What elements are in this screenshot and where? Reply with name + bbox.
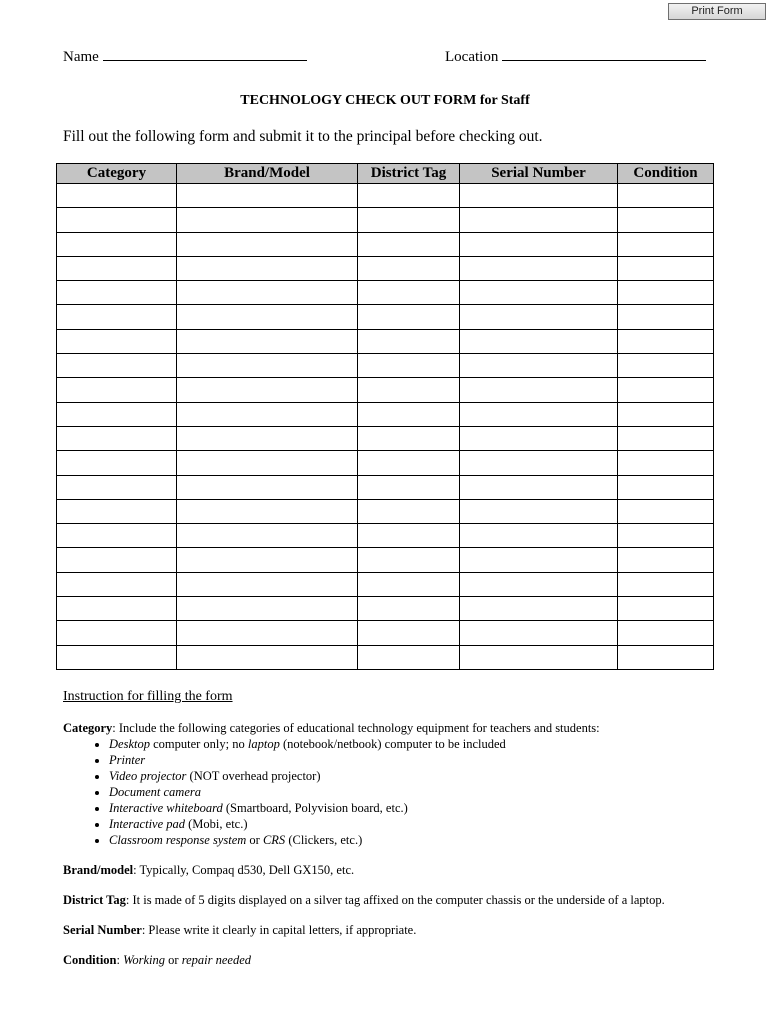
table-cell[interactable]: [177, 572, 358, 596]
table-cell[interactable]: [57, 305, 177, 329]
header-district-tag: District Tag: [358, 164, 460, 184]
table-cell[interactable]: [177, 645, 358, 669]
table-cell[interactable]: [358, 208, 460, 232]
location-input[interactable]: [502, 47, 706, 61]
table-row: [57, 402, 714, 426]
table-cell[interactable]: [460, 184, 618, 208]
table-cell[interactable]: [358, 232, 460, 256]
table-row: [57, 354, 714, 378]
location-label: Location: [445, 49, 499, 65]
table-cell[interactable]: [177, 621, 358, 645]
table-cell[interactable]: [358, 597, 460, 621]
table-cell[interactable]: [618, 305, 714, 329]
table-cell[interactable]: [177, 402, 358, 426]
table-cell[interactable]: [57, 548, 177, 572]
table-row: [57, 499, 714, 523]
intro-text: Fill out the following form and submit it to the principal before checking out.: [63, 128, 543, 145]
table-cell[interactable]: [358, 329, 460, 353]
table-cell[interactable]: [618, 232, 714, 256]
table-cell[interactable]: [460, 548, 618, 572]
table-cell[interactable]: [358, 281, 460, 305]
table-cell[interactable]: [358, 548, 460, 572]
table-cell[interactable]: [57, 402, 177, 426]
table-cell[interactable]: [460, 621, 618, 645]
table-cell[interactable]: [618, 256, 714, 280]
table-cell[interactable]: [177, 305, 358, 329]
table-cell[interactable]: [460, 305, 618, 329]
table-cell[interactable]: [57, 208, 177, 232]
table-cell[interactable]: [358, 621, 460, 645]
table-cell[interactable]: [177, 208, 358, 232]
table-row: [57, 208, 714, 232]
table-cell[interactable]: [358, 378, 460, 402]
table-cell[interactable]: [177, 548, 358, 572]
table-cell[interactable]: [358, 572, 460, 596]
list-item: • Printer: [109, 752, 743, 768]
table-cell[interactable]: [460, 572, 618, 596]
table-cell[interactable]: [177, 232, 358, 256]
table-cell[interactable]: [57, 329, 177, 353]
table-cell[interactable]: [460, 232, 618, 256]
table-cell[interactable]: [57, 426, 177, 450]
condition-instruction: Condition: Working or repair needed: [63, 953, 251, 967]
table-row: [57, 232, 714, 256]
table-cell[interactable]: [358, 184, 460, 208]
instructions: [63, 689, 743, 968]
table-cell[interactable]: [358, 354, 460, 378]
location-field: [445, 47, 706, 66]
table-cell[interactable]: [460, 499, 618, 523]
table-cell[interactable]: [460, 256, 618, 280]
list-item: • Video projector (NOT overhead projector): [109, 768, 743, 784]
table-cell[interactable]: [618, 329, 714, 353]
table-cell[interactable]: [57, 232, 177, 256]
table-cell[interactable]: [358, 426, 460, 450]
table-cell[interactable]: [358, 305, 460, 329]
district-tag-instruction: District Tag: It is made of 5 digits displayed on a silver tag affixed on the computer chassis or the underside of a laptop.: [63, 893, 665, 907]
table-row: [57, 597, 714, 621]
table-cell[interactable]: [177, 597, 358, 621]
header-serial-number: Serial Number: [460, 164, 618, 184]
table-cell[interactable]: [618, 281, 714, 305]
table-cell[interactable]: [57, 475, 177, 499]
table-cell[interactable]: [460, 451, 618, 475]
table-cell[interactable]: [460, 402, 618, 426]
table-row: [57, 475, 714, 499]
table-row: [57, 548, 714, 572]
print-form-button[interactable]: Print Form: [668, 3, 766, 20]
table-cell[interactable]: [57, 256, 177, 280]
table-cell[interactable]: [57, 378, 177, 402]
table-row: [57, 378, 714, 402]
name-input[interactable]: [103, 47, 307, 61]
table-cell[interactable]: [57, 499, 177, 523]
table-cell[interactable]: [618, 402, 714, 426]
table-cell[interactable]: [358, 499, 460, 523]
table-cell[interactable]: [177, 184, 358, 208]
table-row: [57, 451, 714, 475]
table-cell[interactable]: [460, 329, 618, 353]
table-cell[interactable]: [618, 572, 714, 596]
table-cell[interactable]: [460, 208, 618, 232]
table-cell[interactable]: [177, 354, 358, 378]
serial-number-instruction: Serial Number: Please write it clearly in capital letters, if appropriate.: [63, 923, 417, 937]
category-instruction: Category: Include the following categories of educational technology equipment for teachers and students:: [63, 721, 600, 735]
table-cell[interactable]: [177, 329, 358, 353]
table-cell[interactable]: [618, 426, 714, 450]
table-cell[interactable]: [460, 281, 618, 305]
table-row: [57, 281, 714, 305]
name-field: [63, 47, 307, 66]
table-cell[interactable]: [57, 524, 177, 548]
table-cell[interactable]: [460, 475, 618, 499]
table-cell[interactable]: [460, 378, 618, 402]
table-cell[interactable]: [57, 281, 177, 305]
table-cell[interactable]: [177, 426, 358, 450]
list-item: • Interactive whiteboard (Smartboard, Polyvision board, etc.): [109, 800, 743, 816]
table-cell[interactable]: [618, 184, 714, 208]
table-cell[interactable]: [618, 451, 714, 475]
table-cell[interactable]: [460, 354, 618, 378]
table-cell[interactable]: [618, 354, 714, 378]
table-cell[interactable]: [618, 645, 714, 669]
checkout-table: [56, 163, 714, 670]
list-item: • Interactive pad (Mobi, etc.): [109, 816, 743, 832]
table-cell[interactable]: [618, 621, 714, 645]
table-cell[interactable]: [618, 475, 714, 499]
table-header-row: [57, 164, 714, 184]
form-title: TECHNOLOGY CHECK OUT FORM for Staff: [240, 93, 530, 108]
table-cell[interactable]: [57, 184, 177, 208]
table-cell[interactable]: [57, 621, 177, 645]
list-item: • Classroom response system or CRS (Clickers, etc.): [109, 832, 743, 848]
table-row: [57, 426, 714, 450]
table-cell[interactable]: [57, 645, 177, 669]
list-item: • Desktop computer only; no laptop (notebook/netbook) computer to be included: [109, 736, 743, 752]
table-cell[interactable]: [177, 475, 358, 499]
header-brand-model: Brand/Model: [177, 164, 358, 184]
table-cell[interactable]: [460, 645, 618, 669]
table-cell[interactable]: [618, 499, 714, 523]
table-row: [57, 305, 714, 329]
table-row: [57, 572, 714, 596]
table-cell[interactable]: [618, 378, 714, 402]
table-row: [57, 621, 714, 645]
table-cell[interactable]: [358, 402, 460, 426]
table-row: [57, 329, 714, 353]
table-cell[interactable]: [177, 378, 358, 402]
table-cell[interactable]: [460, 524, 618, 548]
table-cell[interactable]: [358, 645, 460, 669]
table-cell[interactable]: [57, 597, 177, 621]
list-item: • Document camera: [109, 784, 743, 800]
table-cell[interactable]: [460, 597, 618, 621]
header-condition: Condition: [618, 164, 714, 184]
table-row: [57, 524, 714, 548]
instructions-heading: Instruction for filling the form: [63, 689, 233, 704]
table-cell[interactable]: [177, 524, 358, 548]
category-list: [63, 736, 743, 848]
table-cell[interactable]: [358, 524, 460, 548]
table-cell[interactable]: [177, 281, 358, 305]
table-cell[interactable]: [57, 354, 177, 378]
table-cell[interactable]: [177, 256, 358, 280]
table-cell[interactable]: [358, 475, 460, 499]
table-cell[interactable]: [618, 597, 714, 621]
table-cell[interactable]: [57, 451, 177, 475]
table-cell[interactable]: [57, 572, 177, 596]
header-category: Category: [57, 164, 177, 184]
table-cell[interactable]: [618, 524, 714, 548]
table-cell[interactable]: [358, 451, 460, 475]
table-cell[interactable]: [618, 548, 714, 572]
table-row: [57, 645, 714, 669]
table-cell[interactable]: [358, 256, 460, 280]
table-row: [57, 256, 714, 280]
table-row: [57, 184, 714, 208]
table-cell[interactable]: [177, 499, 358, 523]
table-cell[interactable]: [177, 451, 358, 475]
brand-instruction: Brand/model: Typically, Compaq d530, Dell GX150, etc.: [63, 863, 355, 877]
table-cell[interactable]: [460, 426, 618, 450]
name-label: Name: [63, 49, 99, 65]
table-cell[interactable]: [618, 208, 714, 232]
